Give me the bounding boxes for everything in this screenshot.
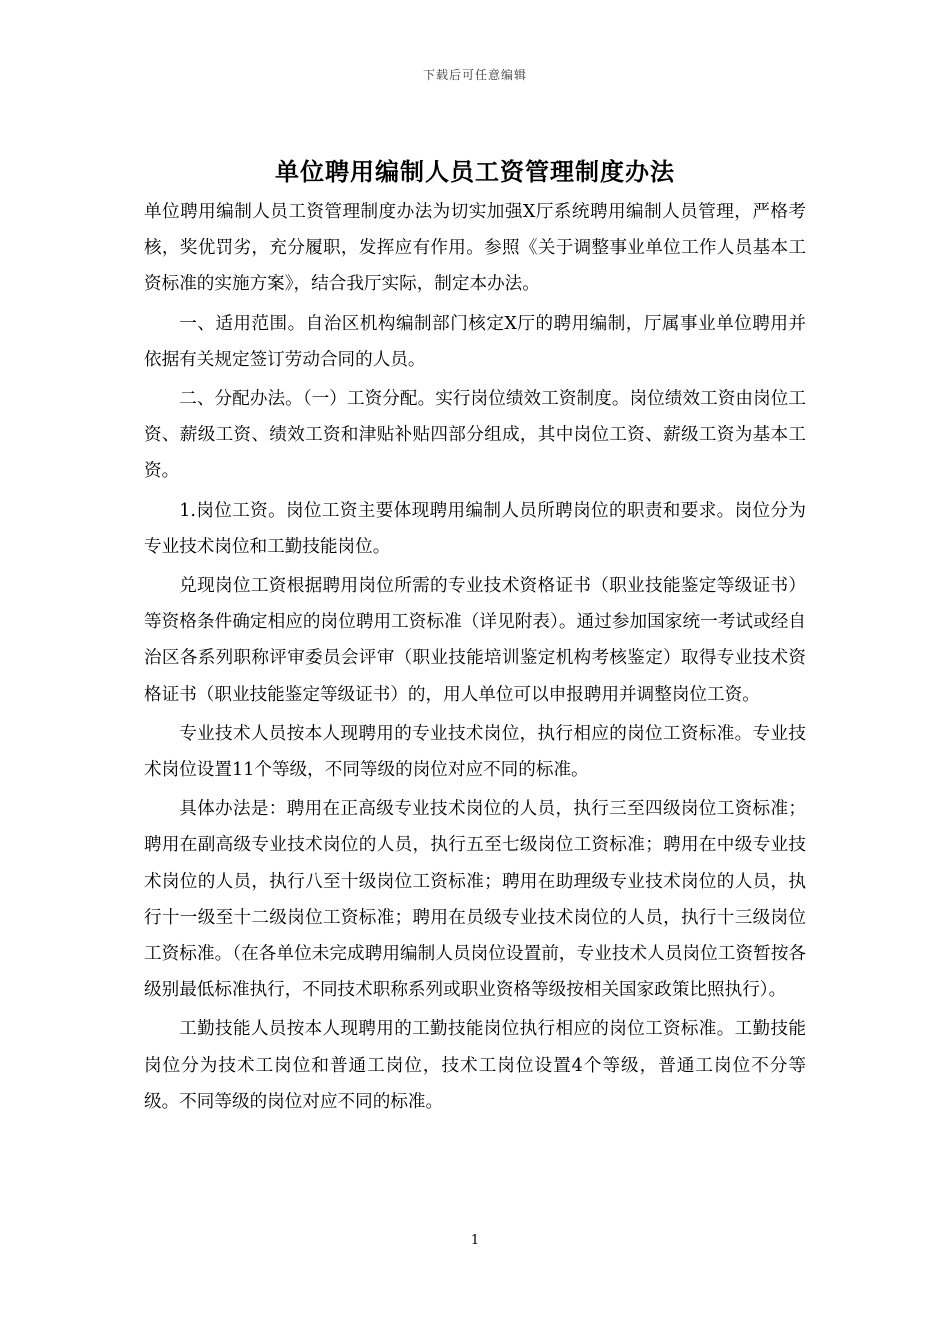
paragraph-intro: 单位聘用编制人员工资管理制度办法为切实加强X厅系统聘用编制人员管理，严格考核，奖优罚劣，充分履职，发挥应有作用。参照《关于调整事业单位工作人员基本工资标准的实施方案》，结合我厅实际，制定本办法。 xyxy=(144,202,806,295)
paragraph-specific-method: 具体办法是：聘用在正高级专业技术岗位的人员，执行三至四级岗位工资标准；聘用在副高级专业技术岗位的人员，执行五至七级岗位工资标准；聘用在中级专业技术岗位的人员，执行八至十级岗位工资标准；聘用在助理级专业技术岗位的人员，执行十一级至十二级岗位工资标准；聘用在员级专业技术岗位的人员，执行十三级岗位工资标准。（在各单位未完成聘用编制人员岗位设置前，专业技术人员岗位工资暂按各级别最低标准执行，不同技术职称系列或职业资格等级按相关国家政策比照执行）。 xyxy=(144,799,806,1001)
paragraph-scope: 一、适用范围。自治区机构编制部门核定X厅的聘用编制，厅属事业单位聘用并依据有关规定签订劳动合同的人员。 xyxy=(144,313,806,370)
document-body xyxy=(144,194,806,1123)
paragraph-wage-standard: 兑现岗位工资根据聘用岗位所需的专业技术资格证书（职业技能鉴定等级证书）等资格条件确定相应的岗位聘用工资标准（详见附表）。通过参加国家统一考试或经自治区各系列职称评审委员会评审（职业技能培训鉴定机构考核鉴定）取得专业技术资格证书（职业技能鉴定等级证书）的，用人单位可以申报聘用并调整岗位工资。 xyxy=(144,576,806,705)
paragraph-post-wage: 1.岗位工资。岗位工资主要体现聘用编制人员所聘岗位的职责和要求。岗位分为专业技术岗位和工勤技能岗位。 xyxy=(144,500,806,557)
paragraph-technical-staff: 专业技术人员按本人现聘用的专业技术岗位，执行相应的岗位工资标准。专业技术岗位设置11个等级，不同等级的岗位对应不同的标准。 xyxy=(144,723,806,781)
page-number: 1 xyxy=(470,1233,480,1248)
paragraph-distribution: 二、分配办法。（一）工资分配。实行岗位绩效工资制度。岗位绩效工资由岗位工资、薪级工资、绩效工资和津贴补贴四部分组成，其中岗位工资、薪级工资为基本工资。 xyxy=(144,389,806,482)
header-note: 下载后可任意编辑 xyxy=(422,68,527,82)
paragraph-skilled-workers: 工勤技能人员按本人现聘用的工勤技能岗位执行相应的岗位工资标准。工勤技能岗位分为技术工岗位和普通工岗位，技术工岗位设置4个等级，普通工岗位不分等级。不同等级的岗位对应不同的标准。 xyxy=(144,1019,806,1112)
document-title: 单位聘用编制人员工资管理制度办法 xyxy=(275,157,675,186)
